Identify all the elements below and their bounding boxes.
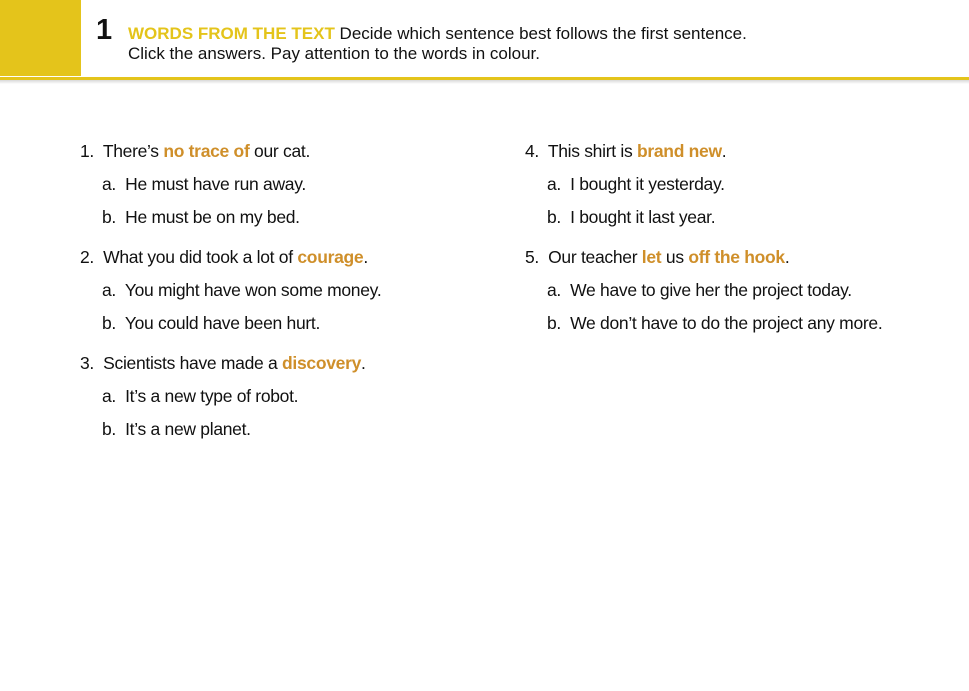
- option-letter: a.: [102, 174, 116, 194]
- option-text: I bought it yesterday.: [570, 174, 725, 194]
- questions-right-column: [525, 138, 882, 350]
- answer-option-5a[interactable]: [547, 277, 882, 303]
- option-letter: b.: [102, 207, 116, 227]
- option-text: You could have been hurt.: [124, 313, 321, 333]
- answer-option-3a[interactable]: [102, 383, 381, 409]
- answer-option-2b[interactable]: [102, 310, 381, 336]
- highlighted-phrase: brand new: [636, 141, 722, 161]
- answer-option-3b[interactable]: [102, 416, 381, 442]
- question-2: [80, 244, 381, 336]
- questions-left-column: [80, 138, 381, 456]
- answer-option-1a[interactable]: [102, 171, 381, 197]
- question-1: [80, 138, 381, 230]
- question-number: 5.: [525, 247, 539, 267]
- highlighted-phrase: off the hook: [688, 247, 785, 267]
- option-letter: a.: [547, 174, 561, 194]
- option-letter: b.: [102, 313, 116, 333]
- question-4: [525, 138, 882, 230]
- highlighted-phrase: courage: [297, 247, 364, 267]
- option-letter: a.: [547, 280, 561, 300]
- option-text: It’s a new type of robot.: [125, 386, 299, 406]
- prompt-text: us: [661, 247, 689, 267]
- question-prompt: [80, 350, 381, 376]
- question-5: [525, 244, 882, 336]
- option-text: We have to give her the project today.: [570, 280, 852, 300]
- question-number: 3.: [80, 353, 94, 373]
- option-letter: b.: [547, 207, 561, 227]
- exercise-header: [0, 0, 969, 84]
- prompt-text: What you did took a lot of: [103, 247, 298, 267]
- option-text: He must have run away.: [125, 174, 306, 194]
- prompt-text: This shirt is: [547, 141, 637, 161]
- option-text: It’s a new planet.: [125, 419, 251, 439]
- option-letter: a.: [102, 386, 116, 406]
- prompt-text: Our teacher: [548, 247, 642, 267]
- exercise-number: 1: [96, 14, 113, 46]
- question-number: 1.: [80, 141, 94, 161]
- option-letter: b.: [547, 313, 561, 333]
- exercise-instructions: [128, 24, 747, 64]
- prompt-text: There’s: [102, 141, 164, 161]
- option-text: We don’t have to do the project any more.: [570, 313, 883, 333]
- option-letter: b.: [102, 419, 116, 439]
- prompt-text: .: [721, 141, 727, 161]
- prompt-text: .: [361, 353, 366, 373]
- answer-option-2a[interactable]: [102, 277, 381, 303]
- highlighted-phrase: no trace of: [163, 141, 250, 161]
- prompt-text: Scientists have made a: [103, 353, 283, 373]
- question-number: 4.: [525, 141, 539, 161]
- exercise-title: WORDS FROM THE TEXT: [128, 24, 335, 43]
- question-prompt: [80, 244, 381, 270]
- question-prompt: [80, 138, 381, 164]
- answer-option-5b[interactable]: [547, 310, 882, 336]
- instruction-line-2: Click the answers. Pay attention to the words in colour.: [128, 44, 540, 63]
- question-number: 2.: [80, 247, 94, 267]
- prompt-text: our cat.: [249, 141, 311, 161]
- option-text: You might have won some money.: [124, 280, 382, 300]
- answer-option-4b[interactable]: [547, 204, 882, 230]
- highlighted-phrase: discovery: [282, 353, 362, 373]
- option-letter: a.: [102, 280, 116, 300]
- option-text: I bought it last year.: [570, 207, 716, 227]
- instruction-line-1: Decide which sentence best follows the first sentence.: [334, 24, 747, 43]
- option-text: He must be on my bed.: [125, 207, 300, 227]
- answer-option-1b[interactable]: [102, 204, 381, 230]
- prompt-text: .: [784, 247, 790, 267]
- question-prompt: [525, 244, 882, 270]
- header-shadow: [0, 80, 969, 84]
- header-accent-block: [0, 0, 81, 76]
- highlighted-phrase: let: [641, 247, 662, 267]
- question-prompt: [525, 138, 882, 164]
- prompt-text: .: [363, 247, 368, 267]
- question-3: [80, 350, 381, 442]
- answer-option-4a[interactable]: [547, 171, 882, 197]
